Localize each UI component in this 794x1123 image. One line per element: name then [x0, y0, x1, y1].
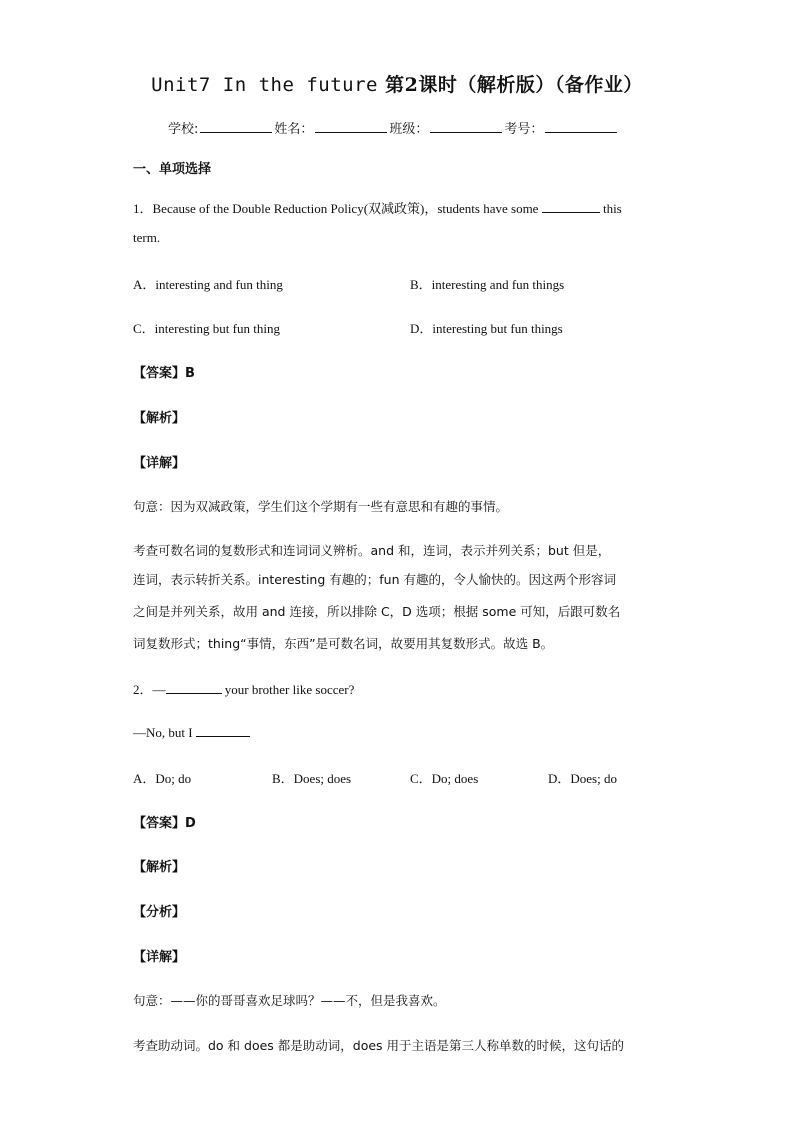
title-english: Unit7 In the future — [151, 74, 378, 96]
q2-stem-end: your brother like soccer? — [221, 682, 355, 697]
name-label: 姓名： — [274, 122, 314, 137]
q1-stem-text: 1．Because of the Double Reduction Policy(双减政策)，students have some — [133, 201, 539, 216]
q1-explanation-3: 之间是并列关系，故用 and 连接，所以排除 C，D 选项；根据 some 可知，后跟可数名 — [133, 604, 621, 619]
q2-reply-text: —No, but I — [133, 725, 193, 740]
class-blank[interactable] — [430, 120, 502, 133]
q2-fenxi-label: 【分析】 — [133, 905, 186, 920]
q1-option-d: D．interesting but fun things — [410, 321, 563, 336]
school-blank[interactable] — [200, 120, 272, 133]
title-chinese: 第2课时（解析版）（备作业） — [378, 74, 643, 96]
q2-option-b: B．Does; does — [272, 771, 352, 786]
q1-explanation-1: 考查可数名词的复数形式和连词词义辨析。and 和，连词，表示并列关系；but 但是， — [133, 543, 611, 558]
q2-meaning: 句意：——你的哥哥喜欢足球吗？——不，但是我喜欢。 — [133, 993, 446, 1008]
q2-analysis-label: 【解析】 — [133, 860, 186, 875]
q2-option-c: C．Do; does — [410, 771, 479, 786]
page-title — [0, 70, 794, 97]
q1-option-c: C．interesting but fun thing — [133, 321, 280, 336]
q2-explanation-1: 考查助动词。do 和 does 都是助动词，does 用于主语是第三人称单数的时候，这句话的 — [133, 1038, 625, 1053]
q1-answer-blank — [542, 200, 600, 213]
q1-option-a: A．interesting and fun thing — [133, 277, 283, 292]
class-label: 班级： — [389, 122, 429, 137]
q1-stem-line2: term. — [133, 230, 161, 245]
q2-option-d: D．Does; do — [548, 771, 617, 786]
school-label: 学校: — [168, 122, 199, 137]
q2-answer: 【答案】D — [133, 816, 196, 831]
q1-explanation-2: 连词，表示转折关系。interesting 有趣的；fun 有趣的，令人愉快的。因这两个形容词 — [133, 572, 616, 587]
q2-blank-2 — [196, 724, 250, 737]
q2-stem — [133, 679, 354, 698]
q1-explanation-4: 词复数形式；thing“事情，东西”是可数名词，故要用其复数形式。故选 B。 — [133, 636, 554, 651]
q2-blank-1 — [166, 681, 222, 694]
student-info-row — [168, 118, 619, 137]
q1-answer: 【答案】B — [133, 366, 195, 381]
number-label: 考号： — [504, 122, 544, 137]
q1-detail-label: 【详解】 — [133, 456, 186, 471]
section-heading: 一、单项选择 — [133, 162, 212, 177]
q1-meaning: 句意：因为双减政策，学生们这个学期有一些有意思和有趣的事情。 — [133, 499, 509, 514]
q2-reply — [133, 724, 250, 741]
q2-stem-start: 2．— — [133, 682, 166, 697]
q1-analysis-label: 【解析】 — [133, 411, 186, 426]
q2-option-a: A．Do; do — [133, 771, 192, 786]
number-blank[interactable] — [545, 120, 617, 133]
q1-stem-end: this — [602, 201, 622, 216]
q1-stem-line1 — [133, 198, 622, 217]
q1-option-b: B．interesting and fun things — [410, 277, 565, 292]
name-blank[interactable] — [315, 120, 387, 133]
q2-detail-label: 【详解】 — [133, 950, 186, 965]
